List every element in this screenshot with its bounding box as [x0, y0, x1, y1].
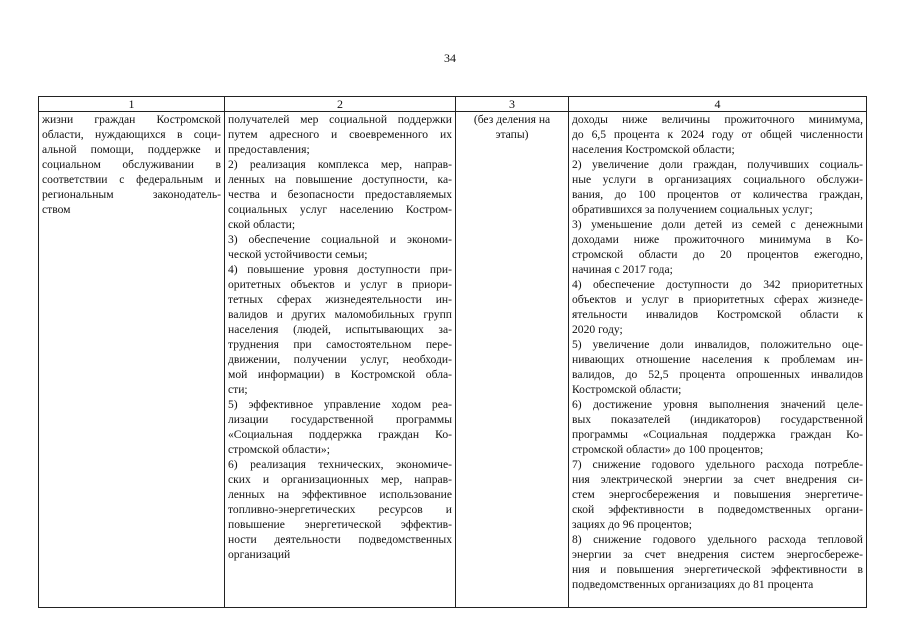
- text-line: 4) обеспечение доступности до 342 приоритетных: [572, 278, 863, 291]
- text-line: ством: [42, 203, 71, 216]
- text-line: 6) реализация технических, экономиче-: [228, 458, 452, 471]
- text-line: тетных сферах жизнедеятельности ин-: [228, 293, 452, 306]
- text-line: обратившихся за получением социальных услуг;: [572, 203, 813, 216]
- text-line: ленных на повышение доступности, ка-: [228, 173, 452, 186]
- text-line: ния и повышения энергетической эффективности в: [572, 563, 863, 576]
- text-line: начиная с 2017 года;: [572, 263, 673, 276]
- table-header-row: [39, 97, 867, 112]
- text-line: стромской области до 20 процентов ежегодно,: [572, 248, 863, 261]
- text-line: до 6,5 процента к 2024 году от общей численности: [572, 128, 863, 141]
- text-line: повышение энергетической эффектив-: [228, 518, 452, 531]
- table-row: [39, 112, 867, 608]
- text-line: организаций: [228, 548, 291, 561]
- text-line: области, нуждающихся в соци-: [42, 128, 221, 141]
- text-line: объектов и услуг в приоритетных сферах жизнеде-: [572, 293, 863, 306]
- text-line: путем адресного и своевременного их: [228, 128, 452, 141]
- text-line: 2020 году;: [572, 323, 623, 336]
- page-number: 34: [444, 51, 456, 65]
- text-line: региональным законодатель-: [42, 188, 221, 201]
- text-line: получателей мер социальной поддержки: [228, 113, 452, 126]
- text-line: вания, до 100 процентов от количества граждан,: [572, 188, 863, 201]
- text-line: подведомственных организациях до 81 процента: [572, 578, 814, 591]
- text-line: ленных на эффективное использование: [228, 488, 452, 501]
- text-line: доходы ниже величины прожиточного минимума,: [572, 113, 863, 126]
- column-header: 3: [456, 97, 569, 112]
- text-line: стем энергосбережения и повышения энергетиче-: [572, 488, 863, 501]
- program-table: [38, 96, 867, 608]
- text-line: ные услуги в организациях социального обслужи-: [572, 173, 863, 186]
- text-line: зациях до 96 процентов;: [572, 518, 693, 531]
- text-line: 5) увеличение доли инвалидов, положительно оце-: [572, 338, 863, 351]
- text-line: 3) уменьшение доли детей из семей с денежными: [572, 218, 863, 231]
- text-line: труднения при самостоятельном пере-: [228, 338, 452, 351]
- text-line: ятельности инвалидов Костромской области к: [572, 308, 863, 321]
- text-line: стромской области» до 100 процентов;: [572, 443, 764, 456]
- cell-col1: [39, 112, 225, 608]
- text-line: альной помощи, поддержке и: [42, 143, 221, 156]
- text-line: нивающих отношение населения к проблемам ин-: [572, 353, 863, 366]
- column-header: 4: [569, 97, 867, 112]
- text-line: ческой устойчивости семьи;: [228, 248, 368, 261]
- text-line: социальных услуг населению Костром-: [228, 203, 452, 216]
- text-line: ности деятельности подведомственных: [228, 533, 452, 546]
- text-line: социальном обслуживании в: [42, 158, 221, 171]
- text-line: 3) обеспечение социальной и экономи-: [228, 233, 452, 246]
- text-line: топливно-энергетических ресурсов и: [228, 503, 452, 516]
- text-line: жизни граждан Костромской: [42, 113, 221, 126]
- cell-col2: [225, 112, 456, 608]
- text-line: населения (людей, испытывающих за-: [228, 323, 452, 336]
- text-line: вых показателей (индикаторов) государственной: [572, 413, 863, 426]
- text-line: населения Костромской области;: [572, 143, 735, 156]
- text-line: 6) достижение уровня выполнения значений целе-: [572, 398, 863, 411]
- text-line: ния электрической энергии за счет внедрения си-: [572, 473, 863, 486]
- column-header: 1: [39, 97, 225, 112]
- text-line: 2) увеличение доли граждан, получивших социаль-: [572, 158, 863, 171]
- text-line: 4) повышение уровня доступности при-: [228, 263, 452, 276]
- cell-col3: [456, 112, 569, 608]
- text-line: сти;: [228, 383, 248, 396]
- cell-col4: [569, 112, 867, 608]
- text-line: Костромской области;: [572, 383, 682, 396]
- text-line: энергии за счет внедрения систем энергосбереже-: [572, 548, 863, 561]
- text-line: валидов, до 52,5 процента опрошенных инвалидов: [572, 368, 863, 381]
- text-line: этапы): [495, 128, 529, 141]
- text-line: соответствии с федеральным и: [42, 173, 221, 186]
- text-line: (без деления на: [473, 113, 551, 126]
- text-line: мой информации) в Костромской обла-: [228, 368, 452, 381]
- text-line: ской области;: [228, 218, 296, 231]
- text-line: чества и безопасности предоставляемых: [228, 188, 452, 201]
- text-line: 2) реализация комплекса мер, направ-: [228, 158, 452, 171]
- text-line: стромской области»;: [228, 443, 330, 456]
- text-line: 7) снижение годового удельного расхода потребле-: [572, 458, 863, 471]
- text-line: ской эффективности в подведомственных органи-: [572, 503, 863, 516]
- text-line: 5) эффективное управление ходом реа-: [228, 398, 452, 411]
- text-line: лизации государственной программы: [228, 413, 452, 426]
- text-line: доходами ниже прожиточного минимума в Ко-: [572, 233, 863, 246]
- text-line: оритетных объектов и услуг в приори-: [228, 278, 452, 291]
- text-line: программы «Социальная поддержка граждан Ко-: [572, 428, 863, 441]
- text-line: ских и организационных мер, направ-: [228, 473, 452, 486]
- column-header: 2: [225, 97, 456, 112]
- text-line: валидов и других маломобильных групп: [228, 308, 452, 321]
- text-line: движении, получении услуг, необходи-: [228, 353, 452, 366]
- text-line: 8) снижение годового удельного расхода тепловой: [572, 533, 863, 546]
- text-line: предоставления;: [228, 143, 310, 156]
- text-line: «Социальная поддержка граждан Ко-: [228, 428, 452, 441]
